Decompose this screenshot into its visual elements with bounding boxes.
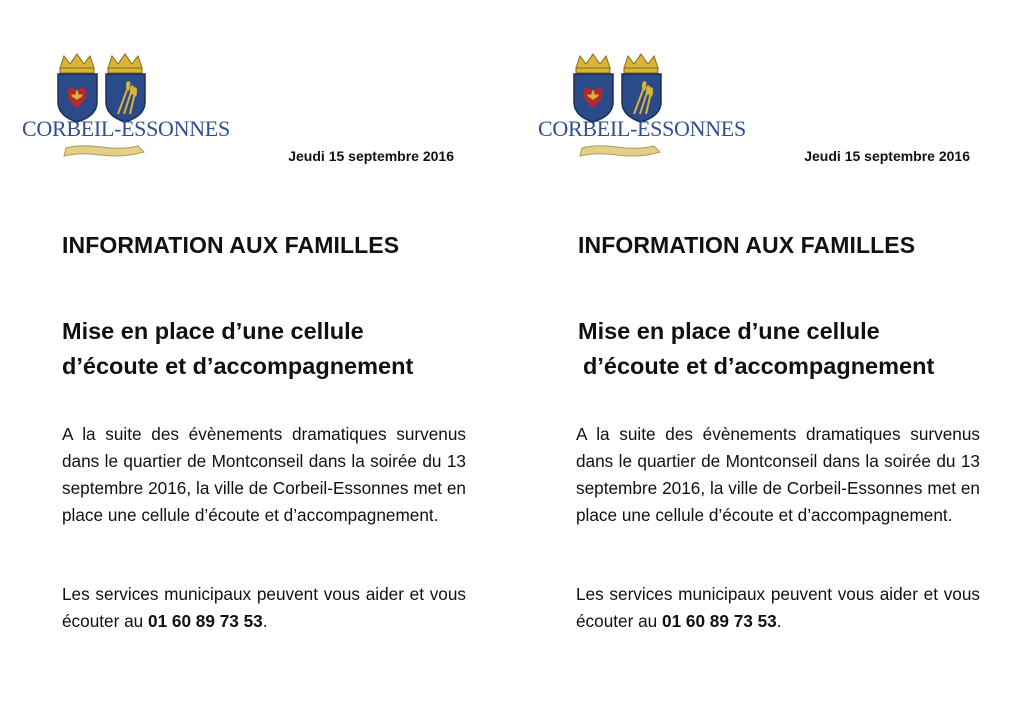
- subtitle: [62, 314, 413, 384]
- city-logo: [536, 48, 746, 170]
- subtitle: [578, 314, 934, 384]
- date-label: Jeudi 15 septembre 2016: [804, 148, 970, 164]
- paragraph-2-end: .: [262, 611, 268, 631]
- subtitle-line-2: d’écoute et d’accompagnement: [62, 353, 414, 379]
- subtitle-line-1: Mise en place d’une cellule: [578, 318, 880, 344]
- paragraph-2: [62, 581, 466, 635]
- subtitle-line-2: d’écoute et d’accompagnement: [583, 353, 935, 379]
- logo-text: CORBEIL-ESSONNES: [22, 116, 230, 141]
- phone-number: 01 60 89 73 53: [148, 611, 263, 631]
- paragraph-2-text: Les services municipaux peuvent vous aider et vous écouter au: [576, 584, 980, 631]
- phone-number: 01 60 89 73 53: [662, 611, 777, 631]
- city-logo: [20, 48, 230, 170]
- logo-text: CORBEIL-ESSONNES: [538, 116, 746, 141]
- paragraph-2-end: .: [776, 611, 782, 631]
- paragraph-2-text: Les services municipaux peuvent vous aider et vous écouter au: [62, 584, 466, 631]
- paragraph-1: A la suite des évènements dramatiques survenus dans le quartier de Montconseil dans la soirée du 13 septembre 2016, la ville de Corbeil-Essonnes met en place une cellule d’écoute et d’accompagnement.: [576, 424, 980, 525]
- paragraph-2: [576, 581, 980, 635]
- coat-of-arms-icon: [20, 48, 230, 170]
- date-label: Jeudi 15 septembre 2016: [288, 148, 454, 164]
- heading: INFORMATION AUX FAMILLES: [62, 232, 400, 258]
- paragraph-1: A la suite des évènements dramatiques survenus dans le quartier de Montconseil dans la soirée du 13 septembre 2016, la ville de Corbeil-Essonnes met en place une cellule d’écoute et d’accompagnement.: [62, 424, 466, 525]
- coat-of-arms-icon: [536, 48, 746, 170]
- flyer-right: [516, 0, 1024, 725]
- subtitle-line-1: Mise en place d’une cellule: [62, 318, 364, 344]
- heading: INFORMATION AUX FAMILLES: [578, 232, 916, 258]
